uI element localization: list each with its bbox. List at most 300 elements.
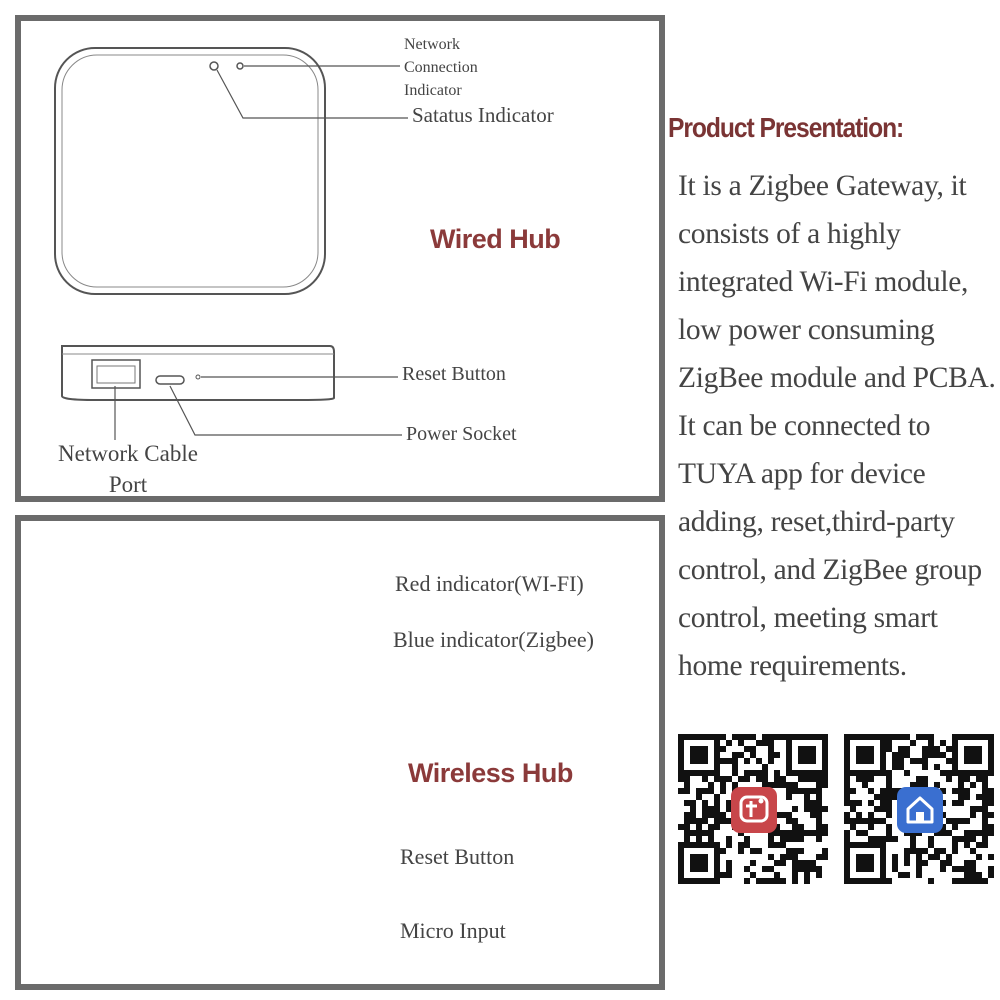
qr-module bbox=[696, 794, 702, 800]
qr-module bbox=[970, 872, 976, 878]
qr-module bbox=[982, 812, 988, 818]
qr-module bbox=[786, 752, 792, 758]
qr-module bbox=[856, 818, 862, 824]
qr-module bbox=[976, 776, 982, 782]
qr-module bbox=[868, 842, 874, 848]
qr-module bbox=[904, 734, 910, 740]
qr-module bbox=[886, 770, 892, 776]
qr-module bbox=[714, 734, 720, 740]
qr-module bbox=[798, 866, 804, 872]
qr-module bbox=[916, 866, 922, 872]
qr-module bbox=[856, 878, 862, 884]
qr-module bbox=[732, 758, 738, 764]
qr-module bbox=[982, 776, 988, 782]
qr-module bbox=[928, 746, 934, 752]
wired-hub-top-view bbox=[55, 48, 325, 294]
qr-module bbox=[732, 752, 738, 758]
qr-module bbox=[988, 770, 994, 776]
qr-module bbox=[756, 878, 762, 884]
qr-module bbox=[904, 860, 910, 866]
qr-module bbox=[862, 830, 868, 836]
qr-module bbox=[850, 734, 856, 740]
qr-module bbox=[762, 734, 768, 740]
qr-module bbox=[744, 746, 750, 752]
qr-module bbox=[804, 860, 810, 866]
qr-module bbox=[816, 776, 822, 782]
qr-module bbox=[904, 770, 910, 776]
qr-module bbox=[970, 782, 976, 788]
qr-module bbox=[816, 800, 822, 806]
qr-module bbox=[780, 854, 786, 860]
qr-module bbox=[892, 836, 898, 842]
qr-module bbox=[970, 860, 976, 866]
qr-module bbox=[678, 848, 684, 854]
qr-module bbox=[810, 800, 816, 806]
qr-module bbox=[910, 758, 916, 764]
tuya-app-qr-code[interactable] bbox=[678, 732, 828, 887]
qr-module bbox=[714, 818, 720, 824]
qr-module bbox=[792, 830, 798, 836]
qr-module bbox=[844, 830, 850, 836]
qr-module bbox=[904, 848, 910, 854]
qr-module bbox=[678, 872, 684, 878]
qr-module bbox=[690, 866, 696, 872]
qr-module bbox=[810, 806, 816, 812]
qr-module bbox=[886, 788, 892, 794]
red-indicator-label: Red indicator(WI-FI) bbox=[395, 571, 584, 596]
qr-module bbox=[678, 854, 684, 860]
qr-module bbox=[880, 860, 886, 866]
qr-module bbox=[744, 770, 750, 776]
qr-module bbox=[822, 806, 828, 812]
qr-module bbox=[708, 812, 714, 818]
qr-module bbox=[780, 782, 786, 788]
reset-hole bbox=[196, 375, 200, 379]
qr-module bbox=[690, 878, 696, 884]
qr-module bbox=[816, 782, 822, 788]
qr-module bbox=[982, 734, 988, 740]
qr-module bbox=[892, 866, 898, 872]
qr-module bbox=[844, 866, 850, 872]
qr-module bbox=[928, 836, 934, 842]
qr-module bbox=[744, 776, 750, 782]
qr-module bbox=[720, 746, 726, 752]
presentation-title: Product Presentation: bbox=[668, 112, 904, 143]
qr-module bbox=[720, 782, 726, 788]
qr-module bbox=[952, 800, 958, 806]
qr-module bbox=[844, 860, 850, 866]
qr-module bbox=[844, 764, 850, 770]
power-socket-shape bbox=[156, 376, 184, 384]
qr-module bbox=[988, 824, 994, 830]
qr-module bbox=[952, 770, 958, 776]
qr-module bbox=[690, 854, 696, 860]
qr-module bbox=[780, 842, 786, 848]
qr-module bbox=[958, 776, 964, 782]
qr-module bbox=[862, 776, 868, 782]
qr-module bbox=[976, 794, 982, 800]
qr-module bbox=[684, 878, 690, 884]
qr-module bbox=[880, 794, 886, 800]
qr-module bbox=[822, 746, 828, 752]
qr-module bbox=[982, 818, 988, 824]
qr-module bbox=[934, 848, 940, 854]
qr-module bbox=[982, 824, 988, 830]
qr-module bbox=[702, 758, 708, 764]
qr-module bbox=[952, 764, 958, 770]
qr-module bbox=[844, 740, 850, 746]
qr-module bbox=[952, 842, 958, 848]
qr-module bbox=[720, 788, 726, 794]
qr-module bbox=[678, 866, 684, 872]
presentation-text: It is a Zigbee Gateway, it consists of a highly integrated Wi-Fi module, low power consuming ZigBee module and PCBA. It can be connected to TUYA app for device adding, reset,third-party control, and ZigBee group control, meeting smart home requirements. bbox=[678, 170, 996, 682]
qr-module bbox=[714, 770, 720, 776]
qr-module bbox=[970, 752, 976, 758]
qr-module bbox=[970, 830, 976, 836]
qr-module bbox=[708, 782, 714, 788]
qr-module bbox=[976, 854, 982, 860]
qr-module bbox=[922, 764, 928, 770]
qr-module bbox=[886, 830, 892, 836]
qr-module bbox=[726, 860, 732, 866]
qr-module bbox=[970, 878, 976, 884]
qr-module bbox=[816, 824, 822, 830]
qr-module bbox=[810, 746, 816, 752]
qr-module bbox=[696, 788, 702, 794]
qr-module bbox=[886, 746, 892, 752]
qr-module bbox=[862, 746, 868, 752]
qr-module bbox=[886, 794, 892, 800]
qr-module bbox=[880, 752, 886, 758]
qr-module bbox=[756, 740, 762, 746]
qr-module bbox=[958, 782, 964, 788]
qr-module bbox=[768, 734, 774, 740]
qr-module bbox=[910, 848, 916, 854]
qr-module bbox=[880, 764, 886, 770]
qr-module bbox=[880, 842, 886, 848]
qr-module bbox=[844, 794, 850, 800]
qr-module bbox=[798, 746, 804, 752]
qr-module bbox=[946, 854, 952, 860]
qr-module bbox=[810, 860, 816, 866]
qr-module bbox=[804, 752, 810, 758]
qr-module bbox=[952, 866, 958, 872]
qr-module bbox=[774, 872, 780, 878]
qr-module bbox=[750, 752, 756, 758]
qr-module bbox=[844, 758, 850, 764]
qr-module bbox=[976, 752, 982, 758]
qr-module bbox=[886, 806, 892, 812]
qr-module bbox=[964, 836, 970, 842]
qr-module bbox=[822, 830, 828, 836]
qr-module bbox=[768, 836, 774, 842]
qr-module bbox=[958, 734, 964, 740]
qr-module bbox=[726, 872, 732, 878]
qr-module bbox=[844, 878, 850, 884]
qr-module bbox=[970, 758, 976, 764]
qr-module bbox=[822, 752, 828, 758]
qr-module bbox=[714, 752, 720, 758]
qr-module bbox=[970, 866, 976, 872]
qr-module bbox=[862, 752, 868, 758]
qr-module bbox=[810, 770, 816, 776]
qr-module bbox=[934, 854, 940, 860]
qr-module bbox=[792, 860, 798, 866]
smart-life-qr-code[interactable] bbox=[844, 732, 994, 887]
qr-module bbox=[946, 818, 952, 824]
network-port-label: Network Cable Port bbox=[58, 441, 198, 497]
qr-module bbox=[856, 734, 862, 740]
qr-module bbox=[714, 794, 720, 800]
qr-module bbox=[810, 830, 816, 836]
qr-module bbox=[684, 812, 690, 818]
qr-module bbox=[810, 776, 816, 782]
qr-module bbox=[798, 848, 804, 854]
qr-module bbox=[862, 818, 868, 824]
qr-module bbox=[868, 818, 874, 824]
qr-module bbox=[940, 860, 946, 866]
qr-module bbox=[720, 758, 726, 764]
qr-module bbox=[892, 854, 898, 860]
qr-module bbox=[958, 794, 964, 800]
qr-module bbox=[798, 788, 804, 794]
qr-module bbox=[792, 854, 798, 860]
qr-module bbox=[822, 848, 828, 854]
qr-module bbox=[964, 788, 970, 794]
qr-module bbox=[898, 764, 904, 770]
qr-module bbox=[774, 752, 780, 758]
qr-module bbox=[804, 770, 810, 776]
qr-module bbox=[780, 812, 786, 818]
qr-module bbox=[756, 776, 762, 782]
qr-module bbox=[928, 734, 934, 740]
qr-module bbox=[762, 866, 768, 872]
qr-module bbox=[988, 866, 994, 872]
qr-module bbox=[874, 734, 880, 740]
qr-module bbox=[822, 770, 828, 776]
qr-module bbox=[714, 758, 720, 764]
qr-module bbox=[988, 740, 994, 746]
qr-module bbox=[862, 734, 868, 740]
qr-module bbox=[970, 770, 976, 776]
qr-module bbox=[880, 734, 886, 740]
qr-module bbox=[850, 800, 856, 806]
qr-module bbox=[714, 746, 720, 752]
qr-module bbox=[874, 818, 880, 824]
qr-module bbox=[684, 776, 690, 782]
qr-module bbox=[732, 734, 738, 740]
qr-module bbox=[874, 806, 880, 812]
qr-module bbox=[952, 818, 958, 824]
qr-module bbox=[702, 878, 708, 884]
qr-module bbox=[970, 746, 976, 752]
qr-module bbox=[810, 734, 816, 740]
qr-module bbox=[786, 794, 792, 800]
qr-module bbox=[868, 860, 874, 866]
qr-module bbox=[880, 788, 886, 794]
qr-module bbox=[714, 812, 720, 818]
qr-module bbox=[684, 782, 690, 788]
qr-module bbox=[798, 830, 804, 836]
qr-module bbox=[690, 812, 696, 818]
qr-module bbox=[684, 842, 690, 848]
qr-module bbox=[964, 830, 970, 836]
qr-module bbox=[786, 770, 792, 776]
qr-module bbox=[928, 854, 934, 860]
qr-module bbox=[684, 800, 690, 806]
qr-module bbox=[804, 776, 810, 782]
qr-module bbox=[714, 878, 720, 884]
qr-module bbox=[762, 770, 768, 776]
qr-module bbox=[958, 788, 964, 794]
qr-module bbox=[702, 770, 708, 776]
qr-module bbox=[862, 866, 868, 872]
qr-module bbox=[750, 770, 756, 776]
qr-module bbox=[750, 860, 756, 866]
qr-module bbox=[726, 776, 732, 782]
qr-module bbox=[714, 872, 720, 878]
qr-module bbox=[738, 734, 744, 740]
qr-module bbox=[886, 878, 892, 884]
qr-module bbox=[720, 812, 726, 818]
qr-module bbox=[816, 770, 822, 776]
qr-module bbox=[988, 758, 994, 764]
qr-module bbox=[720, 818, 726, 824]
qr-module bbox=[886, 734, 892, 740]
qr-module bbox=[898, 752, 904, 758]
qr-module bbox=[964, 878, 970, 884]
qr-module bbox=[708, 788, 714, 794]
qr-module bbox=[922, 848, 928, 854]
wireless-reset-button-label: Reset Button bbox=[400, 844, 515, 869]
qr-module bbox=[916, 758, 922, 764]
qr-module bbox=[678, 752, 684, 758]
qr-module bbox=[964, 818, 970, 824]
qr-module bbox=[774, 734, 780, 740]
qr-module bbox=[684, 818, 690, 824]
qr-module bbox=[958, 866, 964, 872]
qr-module bbox=[922, 758, 928, 764]
network-indicator-label: Network Connection Indicator bbox=[404, 36, 478, 99]
qr-module bbox=[964, 758, 970, 764]
qr-module bbox=[720, 734, 726, 740]
qr-module bbox=[822, 782, 828, 788]
qr-module bbox=[708, 878, 714, 884]
qr-module bbox=[726, 758, 732, 764]
qr-module bbox=[816, 854, 822, 860]
qr-module bbox=[934, 752, 940, 758]
qr-module bbox=[958, 770, 964, 776]
qr-module bbox=[750, 734, 756, 740]
qr-module bbox=[816, 788, 822, 794]
qr-module bbox=[786, 854, 792, 860]
qr-module bbox=[856, 812, 862, 818]
qr-module bbox=[798, 836, 804, 842]
qr-module bbox=[868, 776, 874, 782]
qr-module bbox=[678, 746, 684, 752]
qr-module bbox=[798, 758, 804, 764]
qr-module bbox=[856, 830, 862, 836]
qr-module bbox=[868, 746, 874, 752]
qr-module bbox=[780, 734, 786, 740]
qr-module bbox=[982, 842, 988, 848]
qr-module bbox=[792, 770, 798, 776]
qr-module bbox=[702, 752, 708, 758]
qr-module bbox=[856, 746, 862, 752]
qr-module bbox=[798, 860, 804, 866]
qr-module bbox=[862, 842, 868, 848]
qr-module bbox=[822, 764, 828, 770]
qr-module bbox=[678, 842, 684, 848]
qr-module bbox=[964, 842, 970, 848]
qr-module bbox=[886, 812, 892, 818]
qr-module bbox=[690, 770, 696, 776]
qr-module bbox=[976, 746, 982, 752]
qr-module bbox=[964, 776, 970, 782]
qr-module bbox=[922, 746, 928, 752]
qr-module bbox=[874, 842, 880, 848]
qr-module bbox=[696, 746, 702, 752]
qr-module bbox=[964, 872, 970, 878]
qr-module bbox=[720, 776, 726, 782]
qr-module bbox=[958, 836, 964, 842]
qr-module bbox=[886, 800, 892, 806]
qr-module bbox=[702, 734, 708, 740]
qr-module bbox=[810, 752, 816, 758]
qr-module bbox=[868, 824, 874, 830]
qr-module bbox=[714, 806, 720, 812]
qr-module bbox=[940, 770, 946, 776]
qr-module bbox=[798, 734, 804, 740]
qr-module bbox=[702, 800, 708, 806]
qr-module bbox=[702, 818, 708, 824]
qr-module bbox=[768, 854, 774, 860]
qr-module bbox=[964, 770, 970, 776]
qr-module bbox=[898, 758, 904, 764]
qr-module bbox=[850, 842, 856, 848]
qr-module bbox=[714, 764, 720, 770]
qr-module bbox=[958, 800, 964, 806]
qr-module bbox=[874, 878, 880, 884]
qr-module bbox=[886, 776, 892, 782]
qr-module bbox=[678, 764, 684, 770]
qr-module bbox=[684, 788, 690, 794]
qr-module bbox=[844, 848, 850, 854]
qr-module bbox=[708, 824, 714, 830]
qr-module bbox=[690, 758, 696, 764]
qr-module bbox=[702, 746, 708, 752]
qr-module bbox=[976, 878, 982, 884]
qr-module bbox=[952, 752, 958, 758]
qr-module bbox=[952, 734, 958, 740]
qr-module bbox=[786, 758, 792, 764]
qr-module bbox=[714, 824, 720, 830]
qr-module bbox=[928, 752, 934, 758]
qr-module bbox=[696, 866, 702, 872]
qr-module bbox=[898, 746, 904, 752]
qr-module bbox=[970, 734, 976, 740]
qr-module bbox=[886, 836, 892, 842]
qr-module bbox=[798, 752, 804, 758]
qr-module bbox=[804, 878, 810, 884]
qr-module bbox=[928, 878, 934, 884]
qr-module bbox=[690, 818, 696, 824]
qr-module bbox=[988, 794, 994, 800]
qr-module bbox=[762, 740, 768, 746]
qr-module bbox=[738, 842, 744, 848]
qr-module bbox=[910, 836, 916, 842]
qr-module bbox=[868, 866, 874, 872]
